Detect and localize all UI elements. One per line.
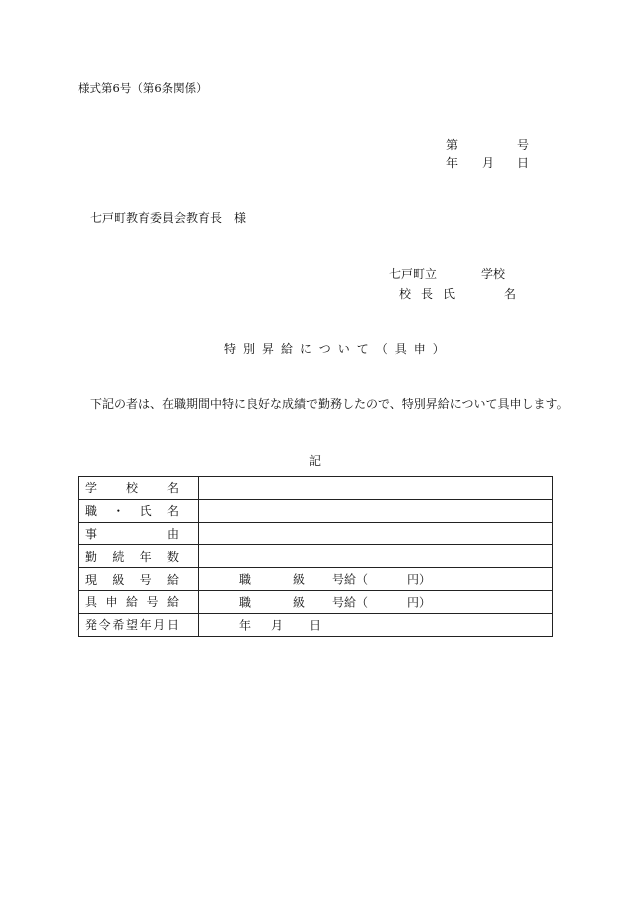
form-number: 様式第6号（第6条関係） xyxy=(78,81,208,95)
date-month: 月 xyxy=(482,156,495,170)
value-text: 号給（ xyxy=(332,572,369,587)
label-char: 希 xyxy=(112,618,125,633)
row-value[interactable] xyxy=(199,613,553,636)
school-suffix: 学校 xyxy=(481,267,506,281)
label-char: 給 xyxy=(125,595,138,610)
principal-name-suffix: 名 xyxy=(504,287,517,301)
document-title: 特別昇給について（具申） xyxy=(224,342,452,356)
label-char: 氏 xyxy=(139,504,152,519)
label-char: 校 xyxy=(125,481,138,496)
label-char: 号 xyxy=(146,595,159,610)
row-label xyxy=(79,477,199,500)
label-char: 由 xyxy=(166,526,179,541)
table-row xyxy=(79,477,553,500)
label-char: 令 xyxy=(98,618,111,633)
label-char: 給 xyxy=(166,595,179,610)
label-char: ・ xyxy=(112,504,125,519)
date-year: 年 xyxy=(446,156,459,170)
value-text: 職 xyxy=(239,572,252,587)
value-text: 職 xyxy=(239,595,252,610)
principal-title: 校長氏 xyxy=(399,287,466,301)
row-label xyxy=(79,613,199,636)
value-text: 号給（ xyxy=(332,595,369,610)
date-day: 日 xyxy=(517,156,530,170)
row-label xyxy=(79,522,199,545)
label-char: 事 xyxy=(85,526,98,541)
school-prefix: 七戸町立 xyxy=(389,267,438,281)
table-row xyxy=(79,522,553,545)
label-char: 続 xyxy=(112,549,125,564)
value-text: 月 xyxy=(271,618,284,633)
row-label xyxy=(79,499,199,522)
row-label xyxy=(79,568,199,591)
row-value[interactable] xyxy=(199,499,553,522)
row-value[interactable] xyxy=(199,568,553,591)
label-char: 給 xyxy=(166,572,179,587)
label-char: 日 xyxy=(166,618,179,633)
label-char: 年 xyxy=(139,549,152,564)
label-char: 職 xyxy=(85,504,98,519)
label-char: 具 xyxy=(85,595,98,610)
label-char: 年 xyxy=(139,618,152,633)
row-value[interactable] xyxy=(199,477,553,500)
label-char: 望 xyxy=(125,618,138,633)
addressee: 七戸町教育委員会教育長 様 xyxy=(90,211,247,225)
table-row xyxy=(79,613,553,636)
label-char: 勤 xyxy=(85,549,98,564)
label-char: 申 xyxy=(105,595,118,610)
doc-number-prefix: 第 xyxy=(446,138,459,152)
doc-number-suffix: 号 xyxy=(517,138,530,152)
label-char: 名 xyxy=(166,481,179,496)
label-char: 発 xyxy=(85,618,98,633)
record-table xyxy=(78,476,553,637)
table-row xyxy=(79,590,553,613)
label-char: 学 xyxy=(85,481,98,496)
value-text: 級 xyxy=(293,595,306,610)
value-text: 級 xyxy=(293,572,306,587)
label-char: 名 xyxy=(166,504,179,519)
table-row xyxy=(79,499,553,522)
value-text: 円） xyxy=(407,572,432,587)
table-row xyxy=(79,568,553,591)
table-row xyxy=(79,545,553,568)
row-value[interactable] xyxy=(199,590,553,613)
value-text: 年 xyxy=(239,618,252,633)
value-text: 日 xyxy=(309,618,322,633)
label-char: 級 xyxy=(112,572,125,587)
row-label xyxy=(79,545,199,568)
body-text: 下記の者は、在職期間中特に良好な成績で勤務したので、特別昇給について具申します。 xyxy=(90,397,569,411)
label-char: 月 xyxy=(153,618,166,633)
value-text: 円） xyxy=(407,595,432,610)
row-value[interactable] xyxy=(199,545,553,568)
ki-heading: 記 xyxy=(309,454,322,468)
label-char: 数 xyxy=(166,549,179,564)
label-char: 号 xyxy=(139,572,152,587)
row-label xyxy=(79,590,199,613)
label-char: 現 xyxy=(85,572,98,587)
row-value[interactable] xyxy=(199,522,553,545)
